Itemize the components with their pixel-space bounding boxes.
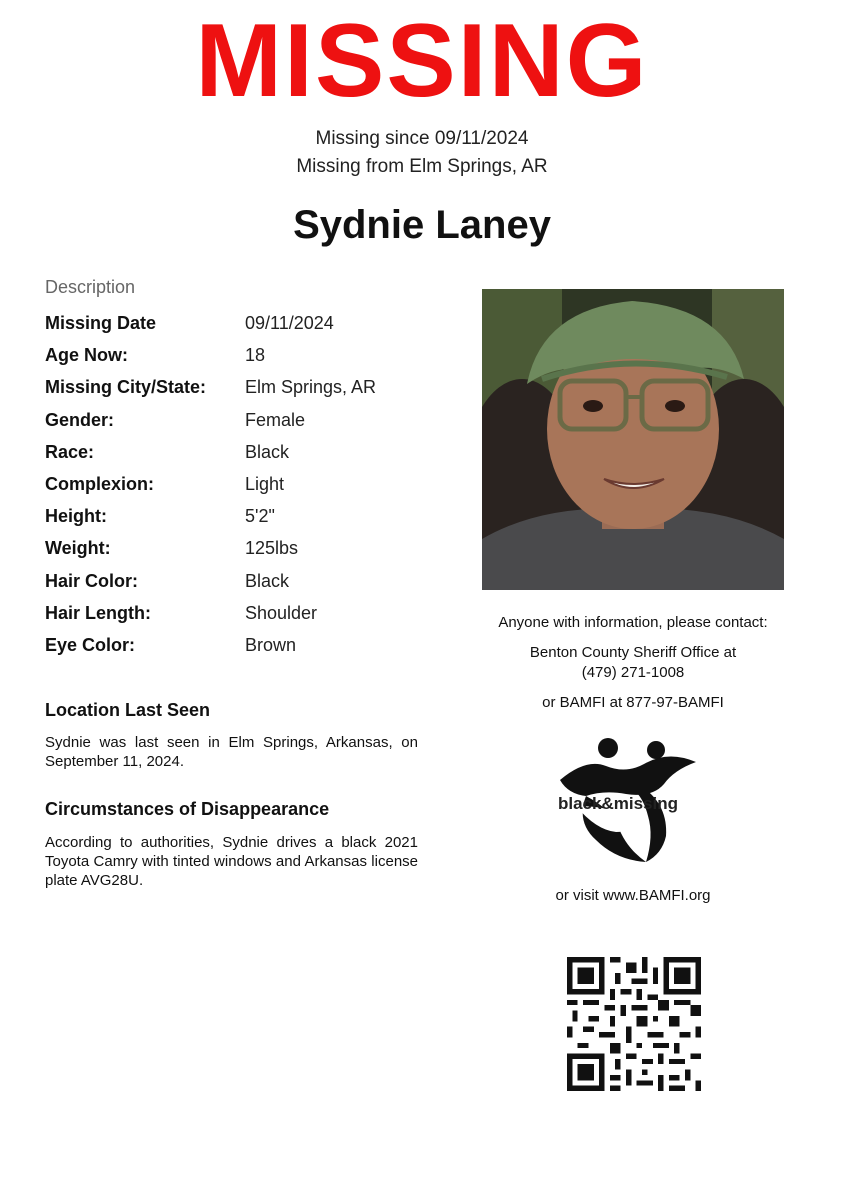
circumstances-body: According to authorities, Sydnie drives a black 2021 Toyota Camry with tinted windows and Arkansas license plate AVG28U. xyxy=(45,834,418,889)
contact-intro: Anyone with information, please contact: xyxy=(498,614,768,631)
field-value: 09/11/2024 xyxy=(245,313,334,333)
field-value: Light xyxy=(245,473,285,494)
field-label: Hair Length: xyxy=(45,602,151,623)
field-value: 5'2" xyxy=(245,506,275,527)
location-body: Sydnie was last seen in Elm Springs, Arkansas, on September 11, 2024. xyxy=(45,734,418,770)
field-label: Age Now: xyxy=(45,345,128,366)
contact-agency: Benton County Sheriff Office at xyxy=(529,644,737,661)
black-and-missing-logo xyxy=(556,736,702,862)
missing-headline: MISSING xyxy=(195,3,649,119)
field-value: Brown xyxy=(245,634,297,655)
field-value: 18 xyxy=(245,345,266,366)
missing-from-text: Missing from Elm Springs, AR xyxy=(296,156,548,177)
field-label: Missing Date xyxy=(45,313,157,333)
field-value: Shoulder xyxy=(245,602,318,623)
field-label: Race: xyxy=(45,441,95,462)
field-value: 125lbs xyxy=(245,538,299,559)
location-title: Location Last Seen xyxy=(45,700,211,720)
field-label: Gender: xyxy=(45,409,115,430)
contact-bamfi: or BAMFI at 877-97-BAMFI xyxy=(542,694,724,711)
field-label: Missing City/State: xyxy=(45,377,207,398)
person-photo xyxy=(482,289,784,590)
description-label: Description xyxy=(45,277,136,297)
field-label: Height: xyxy=(45,506,107,527)
contact-visit: or visit www.BAMFI.org xyxy=(555,887,711,904)
field-label: Hair Color: xyxy=(45,570,139,591)
field-value: Female xyxy=(245,409,306,430)
logo-text: black&missing xyxy=(558,794,678,813)
person-name: Sydnie Laney xyxy=(293,203,551,247)
circumstances-title: Circumstances of Disappearance xyxy=(45,799,330,819)
field-value: Elm Springs, AR xyxy=(245,377,377,398)
field-value: Black xyxy=(245,441,290,462)
qr-code xyxy=(567,957,701,1091)
field-label: Weight: xyxy=(45,538,111,559)
missing-since-text: Missing since 09/11/2024 xyxy=(315,128,529,149)
field-label: Eye Color: xyxy=(45,634,136,655)
contact-phone: (479) 271-1008 xyxy=(581,664,685,681)
field-value: Black xyxy=(245,570,290,591)
field-label: Complexion: xyxy=(45,473,155,494)
